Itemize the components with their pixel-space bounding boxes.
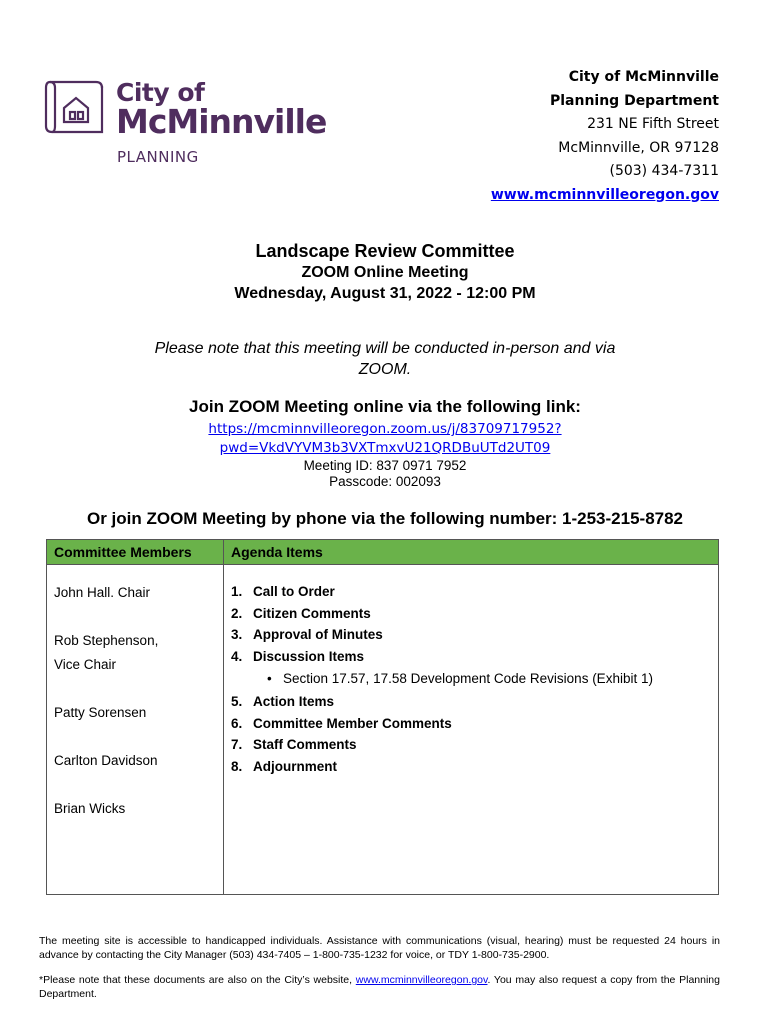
member-item-title: Vice Chair: [54, 657, 117, 672]
member-item: Brian Wicks: [54, 801, 126, 816]
member-item: Carlton Davidson: [54, 753, 158, 768]
logo-subtitle: PLANNING: [117, 148, 199, 166]
phone-number: (503) 434-7311: [609, 163, 719, 179]
footer-website-link[interactable]: www.mcminnvilleoregon.gov: [355, 974, 488, 986]
meeting-passcode: Passcode: 002093: [329, 474, 441, 489]
table-header-row: [47, 540, 719, 565]
address-block: [491, 66, 719, 207]
agenda-subitem: • Section 17.57, 17.58 Development Code Revisions (Exhibit 1): [231, 667, 711, 691]
member-item: Rob Stephenson,: [54, 633, 159, 648]
department-name: Planning Department: [549, 92, 719, 109]
note-line-1: Please note that this meeting will be conducted in-person and via: [154, 340, 616, 357]
agenda-item: 1. Call to Order: [231, 584, 335, 599]
meeting-credentials: [0, 458, 770, 490]
city-state-zip: McMinnville, OR 97128: [558, 139, 719, 156]
member-item: John Hall. Chair: [54, 585, 151, 600]
meeting-datetime: Wednesday, August 31, 2022 - 12:00 PM: [234, 285, 536, 302]
agenda-item: 8. Adjournment: [231, 758, 337, 774]
building-scroll-icon: [44, 76, 106, 136]
agenda-cell: [224, 565, 719, 895]
zoom-link-line-1[interactable]: https://mcminnvilleoregon.zoom.us/j/83709717952?: [208, 421, 562, 437]
agenda-item: 7. Staff Comments: [231, 737, 357, 752]
agenda-item: 6. Committee Member Comments: [231, 715, 452, 731]
committee-members-header: Committee Members: [47, 540, 224, 565]
table-body-row: [47, 565, 719, 895]
members-cell: [47, 565, 224, 895]
documents-note: *Please note that these documents are also on the City’s website, www.mcminnvilleoregon.gov. You may also request a copy from the Planning Department.: [39, 974, 720, 1000]
agenda-item: 3. Approval of Minutes: [231, 627, 383, 642]
meeting-id: Meeting ID: 837 0971 7952: [303, 458, 467, 473]
website-link[interactable]: www.mcminnvilleoregon.gov: [490, 186, 719, 203]
bullet-icon: •: [267, 671, 272, 686]
logo-title-line1: City of: [116, 78, 205, 107]
accessibility-note: The meeting site is accessible to handicapped individuals. Assistance with communications (visual, hearing) must be requested 24 hours in advance by contacting the City Manager (503) 434-7405 – 1-800-735-1232 for voice, or TDY 1-800-735-2900.: [39, 935, 720, 961]
agenda-list: [224, 565, 718, 777]
members-list: [47, 565, 223, 821]
agenda-item: 5. Action Items: [231, 694, 335, 709]
note-line-2: ZOOM.: [358, 361, 412, 378]
agenda-item: 4. Discussion Items: [231, 648, 365, 664]
logo-title-line2: McMinnville: [116, 102, 327, 141]
city-logo: [44, 76, 389, 166]
join-heading: Join ZOOM Meeting online via the following link:: [189, 397, 581, 416]
zoom-link-block: [0, 420, 770, 458]
committee-title: Landscape Review Committee: [255, 241, 515, 261]
agenda-items-header: Agenda Items: [224, 540, 719, 565]
member-item: Patty Sorensen: [54, 705, 147, 720]
org-name: City of McMinnville: [568, 69, 719, 85]
agenda-item: 2. Citizen Comments: [231, 605, 371, 621]
agenda-table: [46, 539, 719, 895]
phone-join-heading: Or join ZOOM Meeting by phone via the following number: 1-253-215-8782: [86, 509, 684, 528]
zoom-link-line-2[interactable]: pwd=VkdVYVM3b3VXTmxvU21QRDBuUTd2UT09: [219, 440, 551, 456]
meeting-note: [0, 338, 770, 380]
street-address: 231 NE Fifth Street: [587, 116, 719, 132]
meeting-type: ZOOM Online Meeting: [301, 264, 469, 281]
